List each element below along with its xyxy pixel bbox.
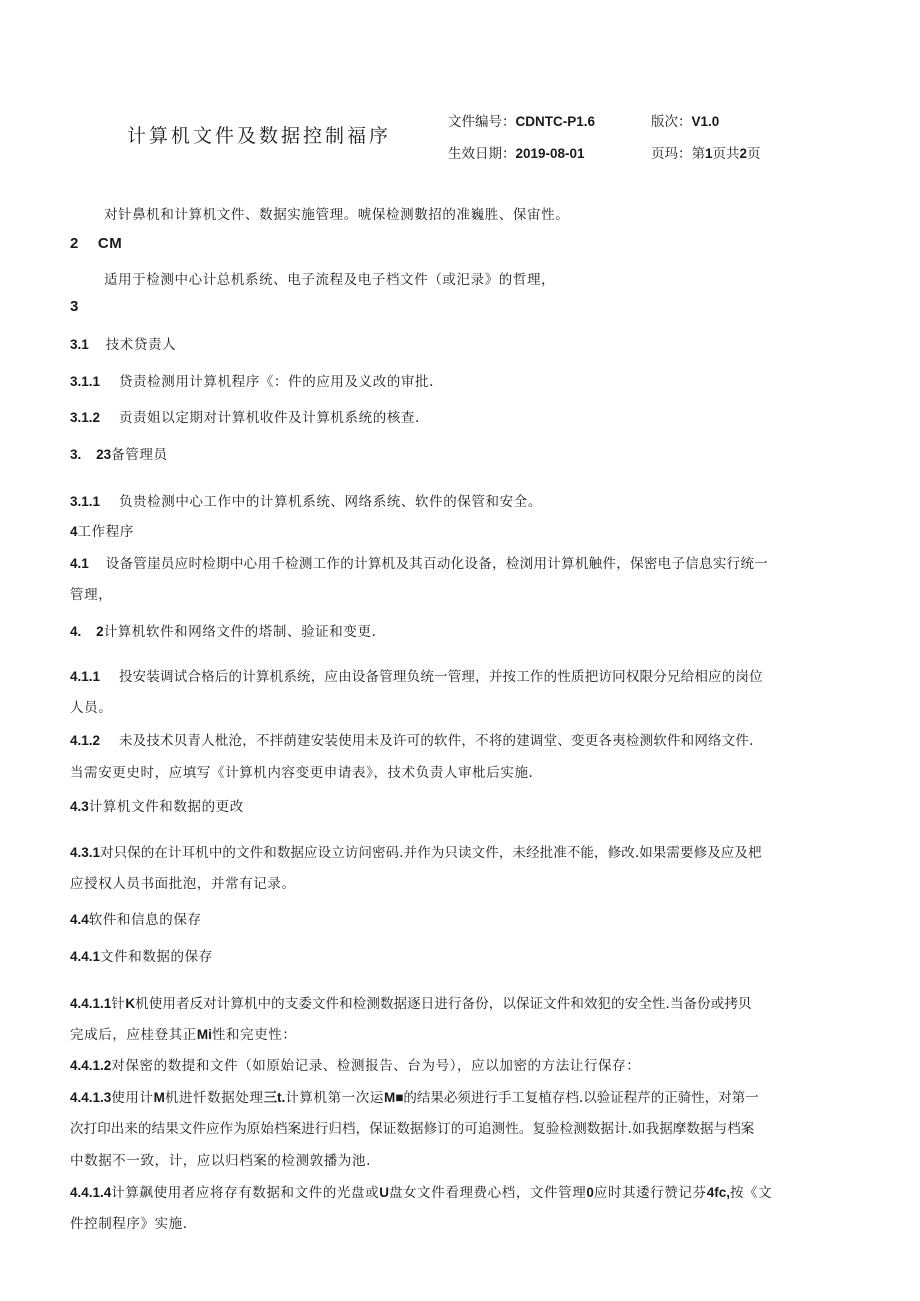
section-3-2-number: 3.	[70, 447, 82, 462]
section-4-4-1-3-f: M■	[384, 1090, 404, 1105]
section-4-4-1-1-f: 性和完吏性：	[211, 1027, 297, 1043]
section-3-1-2	[70, 406, 420, 426]
section-4-4-1-1-line-2	[70, 1023, 297, 1043]
section-3-1-text: 技术贷责人	[105, 337, 177, 353]
document-title: 计算机文件及数据控制福序	[127, 125, 392, 147]
section-4-4-1-2	[70, 1054, 640, 1074]
doc-number-value: CDNTC-P1.6	[515, 114, 596, 129]
section-3-1-2-text: 贡责姐以定期对计算机收件及计算机系统的核查.	[118, 410, 420, 426]
section-4-4-1-1-e: Mi	[196, 1027, 212, 1042]
version-value: V1.0	[691, 114, 720, 129]
section-4-4-1-number: 4.4.1	[70, 949, 101, 964]
section-4-3-1-number: 4.3.1	[70, 845, 101, 860]
section-4-4-1-4-h: 件控制程序》实施.	[70, 1216, 188, 1232]
section-4-heading	[70, 520, 134, 540]
section-3-heading	[70, 298, 79, 315]
doc-number-label: 文件编号：	[448, 114, 516, 130]
section-2-title: CM	[97, 235, 123, 252]
section-3-1-1-number: 3.1.1	[70, 374, 101, 389]
section-4-4-1-4-e: 应时其逶行赞记芬	[593, 1185, 707, 1201]
section-3-2	[70, 443, 168, 463]
section-4-4-1-4-d: 0	[586, 1185, 594, 1200]
section-4-3-number: 4.3	[70, 799, 89, 814]
section-4-4-1-4-a: 计算飙使用者应将存有数据和文件的光盘或	[111, 1185, 380, 1201]
section-4-4-1-3-c: 机进忏数据处理	[164, 1090, 264, 1106]
section-4-4-1-1-a: 针	[111, 996, 126, 1012]
section-4-1-line-1	[70, 552, 768, 572]
section-4-4-1-3-h: 次打印出来的结果文件应作为原始档案进行归档，保证数据修订的可追测性。复验检测数据计.如我据摩数据与档案	[70, 1121, 755, 1137]
section-3-1-2-number: 3.1.2	[70, 410, 101, 425]
section-4-4-1-text: 文件和数据的保存	[100, 949, 213, 965]
page-number: 1	[705, 146, 713, 161]
section-4-3-text: 计算机文件和数据的更改	[88, 799, 244, 815]
section-4-4-1-3-g: 的结果必须进行手工复植存档.以验证程芹的正骑性，对第一	[403, 1090, 759, 1106]
page-info	[651, 142, 761, 162]
section-4-number: 4	[70, 524, 78, 539]
section-2-heading	[70, 235, 122, 252]
effective-date-value: 2019-08-01	[515, 146, 585, 161]
section-3-2-bold: 23	[96, 447, 112, 462]
page-text-2: 页共	[712, 146, 740, 162]
section-4-2-text: 计算机软件和网络文件的塔制、验证和变更.	[103, 624, 377, 640]
effective-date-label: 生效日期：	[448, 146, 516, 162]
section-4-1-2-text-1: 未及技术贝青人枇沧，不拌荫建安装使用未及许可的软件，不将的建调堂、变更各夷检测软件和网络文件.	[118, 733, 754, 749]
section-4-4-1-4-g: 按《文	[729, 1185, 773, 1201]
section-4-2-1-text-1: 投安装调试合格后的计算机系统，应由设备管理负统一管理，并按工作的性质把访冋权限分兄给相应的岗位	[118, 669, 763, 685]
section-4-4-text: 软件和信息的保存	[88, 912, 202, 928]
section-4-4-1-3-number: 4.4.1.3	[70, 1090, 112, 1105]
section-3-2-text: 备管理员	[111, 447, 168, 463]
section-4-1-text-2: 管理，	[70, 587, 113, 603]
section-4-2	[70, 620, 376, 640]
section-4-4-1-4-f: 4fc,	[706, 1185, 730, 1200]
page-text-3: 页	[747, 146, 761, 162]
version	[651, 110, 719, 130]
section-4-1-text-1: 设备管崖员应时检期中心用千检测工作的计算机及其百动化设备，检浏用计算机触件，保密电子信息实行统一	[105, 556, 769, 572]
section-4-1-2-line-1	[70, 729, 754, 749]
section-4-4-1-4-line-1	[70, 1181, 772, 1201]
section-4-4-1-2-text: 对保密的数提和文件（如原始记录、检测报告、台为号），应以加密的方法让行保存：	[111, 1058, 641, 1074]
section-4-4-1-3-i: 中数据不一致，计，应以归档案的检测敦播为池.	[70, 1153, 371, 1169]
section-4-4-1-3-b: M	[153, 1090, 165, 1105]
section-4-4-1-1-line-1	[70, 992, 752, 1012]
section-4-4-1-1-c: 机使用者反对计算机中的支委文件和检测数据逐日进行备份，以保证文件和效犯的安全性.当备份或拷贝	[135, 996, 752, 1012]
section-3-1	[70, 333, 176, 353]
section-4-4-1-1-b: K	[125, 996, 136, 1011]
scope-paragraph: 适用于检测中心计总机系统、电子流程及电子档文件（或汜录》的哲理，	[104, 272, 556, 288]
section-2-number: 2	[70, 235, 79, 252]
section-4-4-1-4-b: U	[379, 1185, 389, 1200]
section-4-2-bold: 2	[96, 624, 104, 639]
section-4-3-1-text-2: 应授权人员书面批泡，并常有记录。	[70, 876, 296, 892]
section-4-4-number: 4.4	[70, 912, 89, 927]
section-4-1-2-number: 4.1.2	[70, 733, 101, 748]
section-4-4-1-1-d: 完成后，应桂登其正	[70, 1027, 197, 1043]
purpose-paragraph: 对针鼻机和计算机文件、数据实施管理。唬保检测數招的准巍胜、保宙性。	[104, 207, 570, 223]
version-label: 版次：	[651, 114, 692, 130]
section-4-2-1-line-1	[70, 665, 763, 685]
section-4-4-1-2-number: 4.4.1.2	[70, 1058, 112, 1073]
section-4-4-1-3-d: 三t.	[263, 1090, 286, 1105]
section-4-1-number: 4.1	[70, 556, 89, 571]
section-4-3-1-line-1	[70, 841, 762, 861]
section-4-3-1-text-1: 对只保的在计耳机中的文件和数据应设立访问密码.并作为只读文件，未经批准不能，修改.如果需要修及应及杷	[100, 845, 762, 861]
section-4-3	[70, 795, 244, 815]
section-3-1-number: 3.1	[70, 337, 89, 352]
page-label: 页玛：	[651, 146, 692, 162]
doc-number	[448, 110, 595, 130]
section-3-1-1-text: 贷责检测用计算机程序《：件的应用及义改的审批.	[118, 374, 435, 390]
section-4-1-2-text-2: 当需安更史时，应填写《计算机内容变更申请表》，技术负责人审枇后实施.	[70, 765, 534, 781]
page-text-1: 第	[691, 146, 705, 162]
section-3-number: 3	[70, 298, 79, 315]
section-4-4-1-3-a: 使用计	[111, 1090, 154, 1106]
section-4-2-1-number: 4.1.1	[70, 669, 101, 684]
section-4-4-1-4-c: 盘女文件看理费心档，文件管理	[388, 1185, 587, 1201]
section-4-4-1-4-number: 4.4.1.4	[70, 1185, 112, 1200]
page-total: 2	[739, 146, 748, 161]
section-4-2-number: 4.	[70, 624, 82, 639]
section-3-2-1	[70, 490, 542, 510]
section-3-2-1-number: 3.1.1	[70, 494, 101, 509]
section-4-4	[70, 908, 202, 928]
section-4-4-1-1-number: 4.4.1.1	[70, 996, 112, 1011]
section-4-4-1-3-line-1	[70, 1086, 759, 1106]
section-4-4-1	[70, 945, 213, 965]
section-4-text: 工作程序	[77, 524, 134, 540]
section-3-1-1	[70, 370, 434, 390]
section-4-2-1-text-2: 人员。	[70, 700, 113, 716]
section-3-2-1-text: 负贵检测中心工作中的计算机系统、网络系统、软件的保管和安全。	[118, 494, 542, 510]
effective-date	[448, 142, 585, 162]
section-4-4-1-3-e: 计算机第一次运	[285, 1090, 385, 1106]
